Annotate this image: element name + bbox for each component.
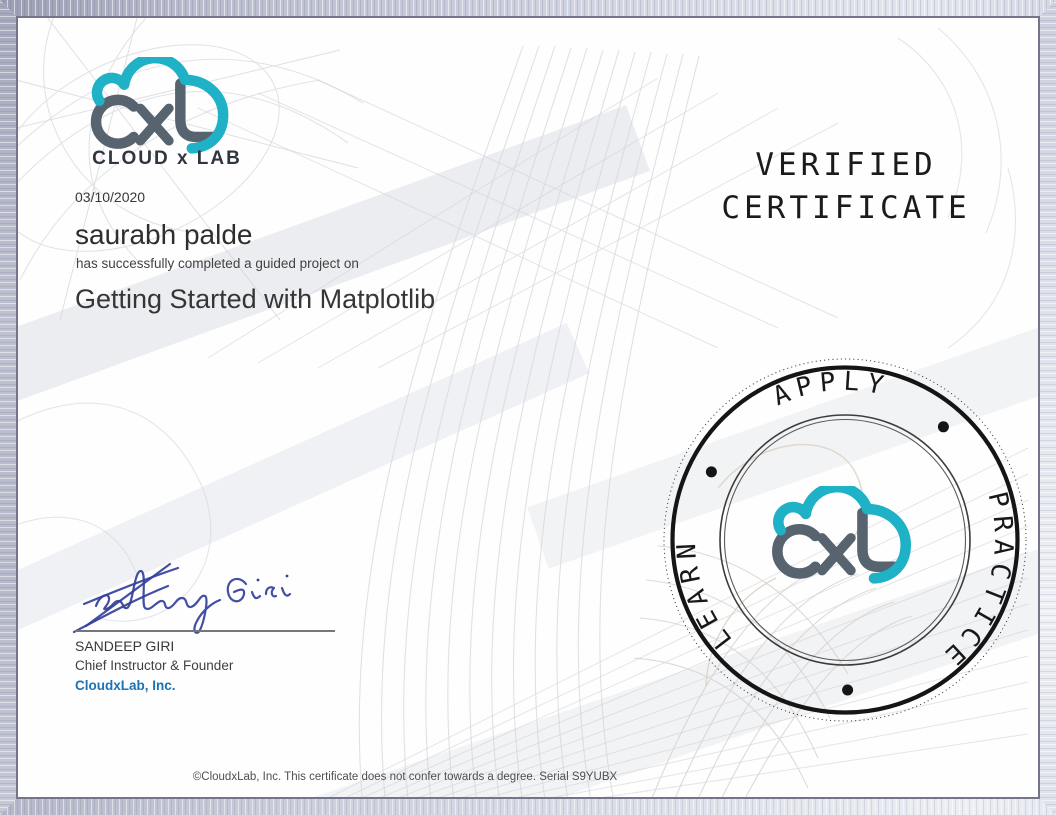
seal-word-apply: APPLY [768, 366, 893, 413]
verified-certificate-heading [690, 144, 1002, 230]
svg-text:APPLY [769, 367, 893, 412]
recipient-name: saurabh palde [75, 219, 253, 250]
circular-stamp-icon [655, 350, 1035, 730]
signature-handwriting [68, 548, 318, 640]
seal-word-practice: PRACTICE [933, 488, 1019, 675]
svg-text:LEARN [672, 536, 739, 655]
frame-right-bar [1040, 0, 1056, 815]
signer-title: Chief Instructor & Founder [75, 658, 234, 673]
cloudxlab-logo-icon [86, 57, 248, 156]
signer-organization-link[interactable]: CloudxLab, Inc. [75, 678, 176, 693]
frame-bottom-bar [0, 799, 1056, 815]
signature-divider [75, 630, 335, 632]
seal-center-logo-icon [777, 487, 905, 578]
signer-block [75, 636, 233, 696]
svg-text:PRACTICE [934, 489, 1019, 675]
seal-dot-upper-left [706, 466, 717, 477]
course-title: Getting Started with Matplotlib [75, 284, 436, 314]
issue-date: 03/10/2020 [75, 189, 146, 205]
seal-word-learn: LEARN [671, 535, 739, 655]
frame-top-bar [0, 0, 1056, 16]
logo-wordmark: CLOUD x LAB [92, 148, 242, 169]
seal-dot-upper-right [938, 421, 949, 432]
seal-dot-bottom [842, 685, 853, 696]
footer-note: ©CloudxLab, Inc. This certificate does not confer towards a degree. Serial S9YUBX [192, 771, 618, 783]
heading-line-1: VERIFIED [755, 147, 937, 183]
completion-statement: has successfully completed a guided project on [76, 256, 359, 271]
heading-line-2: CERTIFICATE [721, 190, 971, 226]
frame-left-bar [0, 0, 16, 815]
signer-name: SANDEEP GIRI [75, 638, 175, 654]
